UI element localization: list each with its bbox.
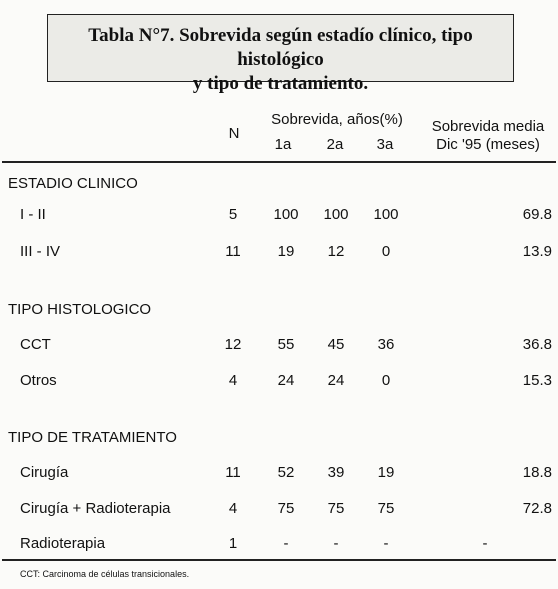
row-label: Cirugía — [20, 464, 69, 481]
cell-n: 4 — [228, 372, 238, 389]
cell-year-1: 75 — [277, 500, 295, 517]
cell-year-3: - — [383, 535, 389, 552]
cell-year-1: 52 — [277, 464, 295, 481]
cell-n: 11 — [225, 243, 241, 260]
cell-mean: 13.9 — [522, 243, 552, 260]
table-row — [0, 461, 558, 485]
table-row — [0, 333, 558, 357]
row-label: I - II — [20, 206, 46, 223]
cell-year-3: 36 — [377, 336, 395, 353]
cell-year-1: 100 — [273, 206, 299, 223]
row-label: Cirugía + Radioterapia — [20, 500, 171, 517]
cell-n: 1 — [228, 535, 238, 552]
bottom-rule — [2, 559, 556, 561]
row-label: Radioterapia — [20, 535, 106, 552]
cell-year-2: 12 — [327, 243, 345, 260]
row-label: CCT — [20, 336, 51, 353]
cell-mean: 18.8 — [522, 464, 552, 481]
table-row — [0, 369, 558, 393]
header-mean-line-1: Sobrevida media — [431, 118, 545, 135]
cell-year-2: - — [333, 535, 339, 552]
table-row — [0, 532, 558, 556]
cell-year-2: 39 — [327, 464, 345, 481]
table-title-line-1: Tabla N°7. Sobrevida según estadío clínico, tipo histológico — [88, 25, 473, 70]
header-year-2: 2a — [326, 136, 344, 153]
cell-year-2: 24 — [327, 372, 345, 389]
cell-mean: 15.3 — [522, 372, 552, 389]
header-year-3: 3a — [376, 136, 394, 153]
cell-n: 5 — [228, 206, 238, 223]
cell-year-3: 0 — [381, 372, 391, 389]
cell-year-2: 45 — [327, 336, 345, 353]
table-title — [47, 14, 514, 94]
cell-n: 11 — [225, 464, 241, 481]
header-n: N — [228, 125, 240, 142]
cell-n: 4 — [228, 500, 238, 517]
section-title: ESTADIO CLINICO — [8, 175, 138, 192]
cell-year-3: 19 — [377, 464, 395, 481]
cell-year-3: 100 — [373, 206, 399, 223]
table-row — [0, 203, 558, 227]
cell-n: 12 — [224, 336, 242, 353]
table-row — [0, 240, 558, 264]
header-rule — [2, 161, 556, 163]
cell-year-2: 100 — [323, 206, 349, 223]
table-title-line-2: y tipo de tratamiento. — [192, 73, 369, 94]
section-title: TIPO DE TRATAMIENTO — [8, 429, 177, 446]
cell-year-3: 0 — [381, 243, 391, 260]
cell-year-1: 19 — [277, 243, 295, 260]
footnote: CCT: Carcinoma de células transicionales. — [20, 569, 190, 579]
cell-year-3: 75 — [377, 500, 395, 517]
cell-year-1: 24 — [277, 372, 295, 389]
cell-mean: 69.8 — [522, 206, 552, 223]
cell-mean: 36.8 — [522, 336, 552, 353]
header-mean-line-2: Dic '95 (meses) — [436, 136, 540, 153]
cell-mean: - — [482, 535, 488, 552]
cell-year-2: 75 — [327, 500, 345, 517]
header-survival-group: Sobrevida, años(%) — [271, 111, 403, 128]
row-label: III - IV — [20, 243, 61, 260]
cell-year-1: - — [283, 535, 289, 552]
cell-mean: 72.8 — [522, 500, 552, 517]
cell-year-1: 55 — [277, 336, 295, 353]
table-row — [0, 497, 558, 521]
section-title: TIPO HISTOLOGICO — [8, 301, 152, 318]
header-year-1: 1a — [274, 136, 292, 153]
row-label: Otros — [20, 372, 57, 389]
